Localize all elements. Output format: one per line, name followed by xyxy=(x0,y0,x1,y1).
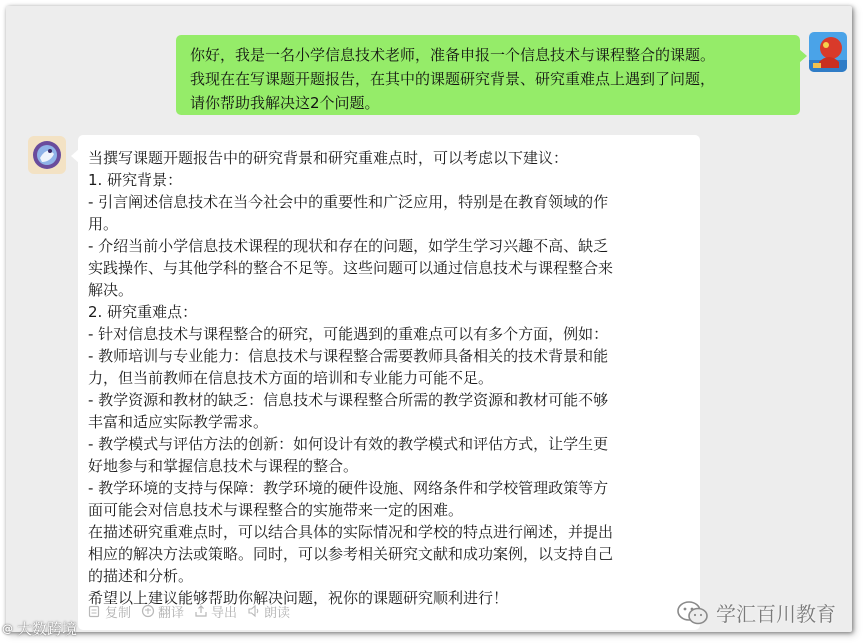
copy-label: 复制 xyxy=(105,605,132,621)
export-label: 导出 xyxy=(211,605,238,621)
assistant-message-line: 力，但当前教师在信息技术方面的培训和专业能力可能不足。 xyxy=(88,369,494,387)
assistant-message-line: - 教师培训与专业能力：信息技术与课程整合需要教师具备相关的技术背景和能 xyxy=(88,347,609,365)
corner-logo-text: 大数跨境 xyxy=(17,620,78,638)
read-aloud-label: 朗读 xyxy=(264,605,291,621)
assistant-message-line: - 教学资源和教材的缺乏：信息技术与课程整合所需的教学资源和教材可能不够 xyxy=(88,391,609,409)
assistant-message-line: 面可能会对信息技术与课程整合的实施带来一定的困难。 xyxy=(88,501,464,519)
translate-label: 翻译 xyxy=(158,605,185,621)
assistant-message-line: 希望以上建议能够帮助你解决问题，祝你的课题研究顺利进行！ xyxy=(88,589,509,607)
assistant-avatar[interactable] xyxy=(28,136,66,174)
corner-logo xyxy=(2,618,77,639)
export-button[interactable] xyxy=(194,602,237,621)
assistant-message-line: 用。 xyxy=(88,215,119,233)
read-aloud-button[interactable] xyxy=(247,602,290,621)
corner-logo-mark: @ xyxy=(2,622,13,635)
copy-icon xyxy=(88,604,102,618)
assistant-message-line: - 针对信息技术与课程整合的研究，可能遇到的重难点可以有多个方面，例如： xyxy=(88,325,609,343)
assistant-message-line: 相应的解决方法或策略。同时，可以参考相关研究文献和成功案例，以支持自己 xyxy=(88,545,614,563)
user-message-bubble xyxy=(176,35,800,115)
assistant-message-line: 1. 研究背景： xyxy=(88,171,183,189)
watermark-text: 学汇百川教育 xyxy=(716,602,836,626)
wechat-icon xyxy=(676,600,710,626)
speaker-icon xyxy=(247,604,261,618)
copy-button[interactable] xyxy=(88,602,131,621)
assistant-message-line: 解决。 xyxy=(88,281,134,299)
translate-icon xyxy=(141,604,155,618)
assistant-message-line: 当撰写课题开题报告中的研究背景和研究重难点时，可以考虑以下建议： xyxy=(88,149,569,167)
user-message-line: 我现在在写课题开题报告，在其中的课题研究背景、研究重难点上遇到了问题， xyxy=(190,70,716,88)
user-message-line: 请你帮助我解决这2个问题。 xyxy=(190,94,380,112)
assistant-message-line: - 教学模式与评估方法的创新：如何设计有效的教学模式和评估方式，让学生更 xyxy=(88,435,609,453)
assistant-message-bubble xyxy=(78,135,700,630)
assistant-message-line: 的描述和分析。 xyxy=(88,567,194,585)
watermark xyxy=(676,598,836,627)
user-avatar[interactable] xyxy=(809,32,847,72)
assistant-message-line: 在描述研究重难点时，可以结合具体的实际情况和学校的特点进行阐述，并提出 xyxy=(88,523,614,541)
assistant-message-line: 丰富和适应实际教学需求。 xyxy=(88,413,269,431)
export-icon xyxy=(194,604,208,618)
translate-button[interactable] xyxy=(141,602,184,621)
assistant-message-line: 实践操作、与其他学科的整合不足等。这些问题可以通过信息技术与课程整合来 xyxy=(88,259,614,277)
assistant-message-line: - 介绍当前小学信息技术课程的现状和存在的问题，如学生学习兴趣不高、缺乏 xyxy=(88,237,609,255)
assistant-message-line: - 引言阐述信息技术在当今社会中的重要性和广泛应用，特别是在教育领域的作 xyxy=(88,193,609,211)
user-message-line: 你好，我是一名小学信息技术老师，准备申报一个信息技术与课程整合的课题。 xyxy=(190,46,716,64)
message-actions xyxy=(88,601,290,621)
assistant-message-line: 好地参与和掌握信息技术与课程的整合。 xyxy=(88,457,359,475)
chat-window xyxy=(6,6,852,632)
assistant-message-line: 2. 研究重难点： xyxy=(88,303,198,321)
assistant-message-line: - 教学环境的支持与保障：教学环境的硬件设施、网络条件和学校管理政策等方 xyxy=(88,479,609,497)
